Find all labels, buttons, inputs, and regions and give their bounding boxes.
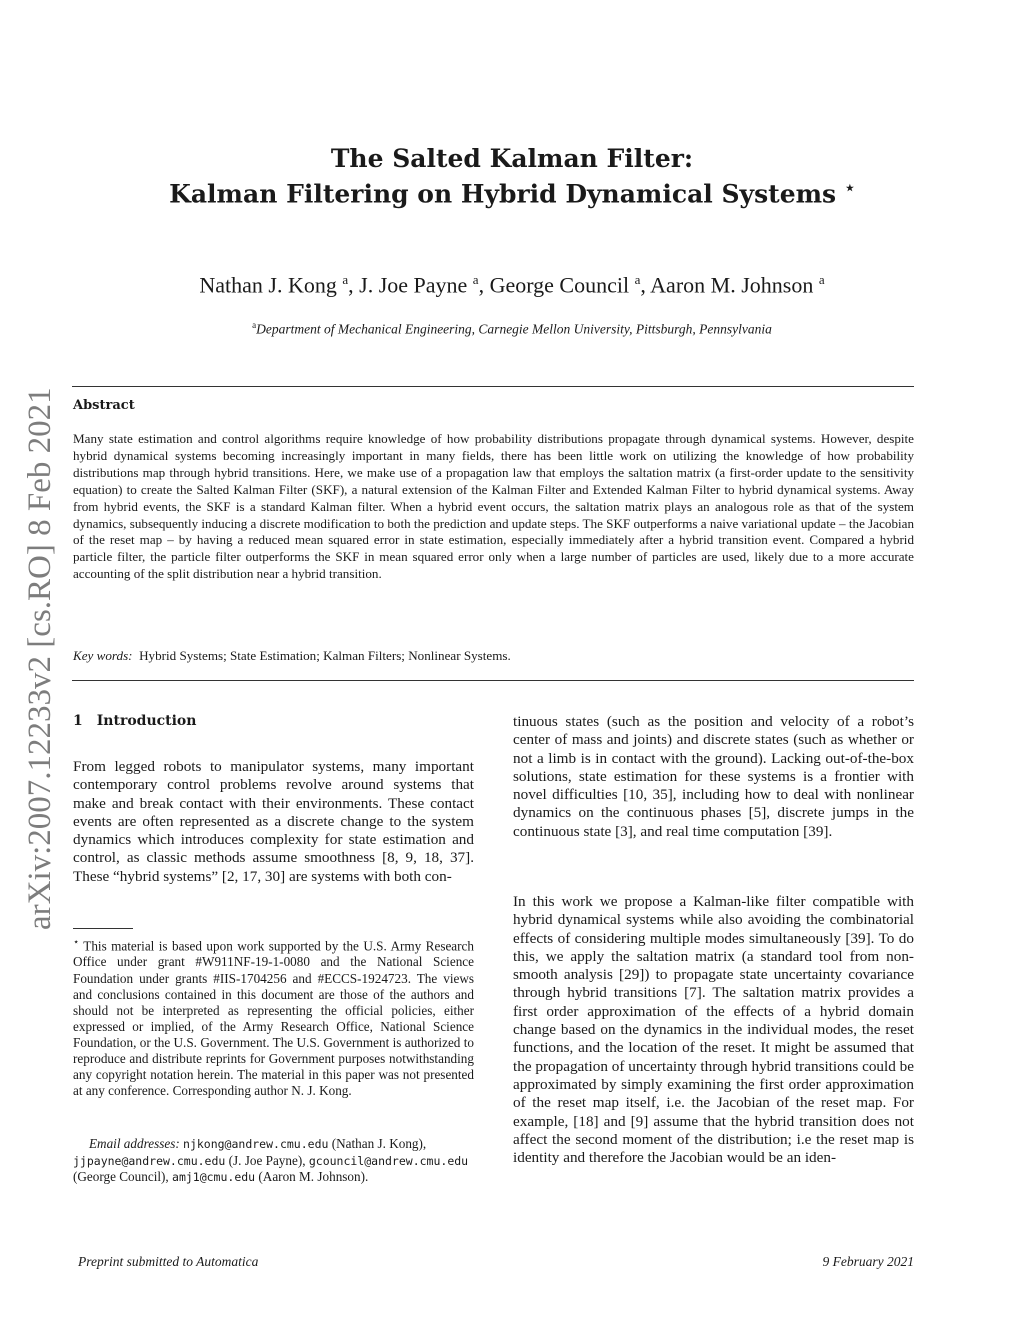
footnote-rule — [73, 928, 133, 929]
abstract-body: Many state estimation and control algorithms require knowledge of how probability distributions propagate through dynamical systems. However, despite hybrid dynamical systems becoming increasingly important in many fields, there has been little work on utilizing the knowledge of how probability distributions map through hybrid transitions. Here, we make use of a propagation law that employs the saltation matrix (a first-order update to the sensitivity equation) to create the Salted Kalman Filter (SKF), a natural extension of the Kalman Filter and Extended Kalman Filter to hybrid dynamical systems. Away from hybrid events, the SKF is a standard Kalman filter. When a hybrid event occurs, the saltation matrix plays an analogous role as that of the system dynamics, subsequently inducing a discrete modification to both the prediction and update steps. The SKF outperforms a naive variational update – the Jacobian of the reset map – by having a reduced mean squared error in state estimation, especially immediately after a hybrid transition event. Compared a hybrid particle filter, the particle filter outperforms the SKF in mean squared error only when a large number of particles are used, likely due to a more accurate accounting of the split distribution near a hybrid transition. — [73, 431, 914, 582]
affiliation-mark: a — [252, 320, 257, 330]
keywords — [73, 648, 914, 664]
author-affil-mark: a — [342, 272, 349, 287]
arxiv-identifier-stamp: arXiv:2007.12233v2 [cs.RO] 8 Feb 2021 — [22, 387, 58, 930]
keywords-label: Key words: — [73, 648, 133, 663]
email-link[interactable]: amj1@cmu.edu — [172, 1170, 256, 1185]
paper-title-line-1: The Salted Kalman Filter: — [330, 144, 694, 173]
title-star-footnote-mark: ⋆ — [844, 178, 855, 197]
email-owner: (George Council), — [73, 1169, 173, 1185]
section-number: 1 — [73, 713, 83, 729]
abstract-bottom-rule — [72, 680, 914, 681]
email-link[interactable]: njkong@andrew.cmu.edu — [183, 1137, 329, 1151]
paper-title-text: Kalman Filtering on Hybrid Dynamical Systems — [169, 179, 837, 209]
email-addresses — [73, 1136, 474, 1186]
footnote-funding — [73, 935, 474, 1099]
footer-date: 9 February 2021 — [822, 1254, 914, 1269]
author-name: J. Joe Payne — [359, 272, 468, 298]
affiliation — [0, 320, 1024, 338]
email-link[interactable]: gcouncil@andrew.cmu.edu — [308, 1153, 469, 1168]
author-list — [0, 272, 1024, 298]
affiliation-text: Department of Mechanical Engineering, Carnegie Mellon University, Pittsburgh, Pennsylvania — [256, 321, 772, 337]
author-affil-mark: a — [472, 272, 479, 287]
section-heading-introduction — [73, 713, 196, 729]
intro-paragraph-left: From legged robots to manipulator systems, many important contemporary control problems revolve around systems that make and break contact with their environments. These contact events are often represented as a discrete change to the system dynamics which introduces complexity for state estimation and control, as classic methods assume smoothness [8, 9, 18, 37]. These “hybrid systems” [2, 17, 30] are systems with both con- — [73, 758, 474, 885]
intro-paragraph-right-1: tinuous states (such as the position and velocity of a robot’s center of mass and joints) and discrete states (such as whether or not a limb is in contact with the ground). Lacking out-of-the-box solutions, state estimation for these systems is a frontier with novel difficulties [10, 35], including how to deal with nonlinear dynamics on the continuous phases [5], discrete jumps in the continuous state [3], and real time computation [39]. — [513, 713, 914, 840]
author-name: Aaron M. Johnson — [650, 272, 814, 298]
paper-title-line-2 — [0, 178, 1024, 211]
email-owner: (Nathan J. Kong), — [328, 1136, 427, 1151]
author-name: George Council — [489, 272, 630, 298]
email-link[interactable]: jjpayne@andrew.cmu.edu — [73, 1153, 226, 1168]
author-separator: , — [348, 272, 360, 298]
author-affil-mark: a — [634, 272, 641, 287]
footnote-text: This material is based upon work supported by the U.S. Army Research Office under grant #W911NF-19-1-0080 and the National Science Foundation under grants #IIS-1704256 and #ECCS-1924723. The views and conclusions contained in this document are those of the authors and should not be interpreted as representing the official policies, either expressed or implied, of the Army Research Office, National Science Foundation, or the U.S. Government. The U.S. Government is authorized to reproduce and distribute reprints for Government purposes notwithstanding any copyright notation herein. The material in this paper was not presented at any conference. Corresponding author N. J. Kong. — [73, 938, 474, 1099]
intro-paragraph-right-2: In this work we propose a Kalman-like filter compatible with hybrid dynamical systems while also avoiding the combinatorial effects of considering multiple modes simultaneously [39]. To do this, we apply the saltation matrix (a standard tool from non-smooth analysis [29]) to propagate state uncertainty covariance through hybrid transitions [7]. The saltation matrix provides a first order approximation of the effects of a hybrid domain change based on the dynamics in the individual modes, the reset functions, and the location of the reset. It might be assumed that the propagation of uncertainty through hybrid transitions could be approximated by simply examining the first order approximation of the reset map itself, i.e. the Jacobian of the reset map. For example, [18] and [9] assume that the hybrid transition does not affect the second moment of the distribution; i.e the reset map is identity and therefore the Jacobian would be an iden- — [513, 893, 914, 1167]
footer-submission-note: Preprint submitted to Automatica — [78, 1254, 259, 1269]
abstract-heading: Abstract — [73, 398, 135, 413]
author-separator: , — [478, 272, 490, 298]
author-name: Nathan J. Kong — [199, 272, 337, 298]
email-owner: (J. Joe Payne), — [225, 1152, 309, 1168]
author-separator: , — [640, 272, 651, 298]
footnote-star-mark: ⋆ — [73, 937, 80, 948]
email-owner: (Aaron M. Johnson). — [255, 1169, 369, 1185]
author-affil-mark: a — [818, 272, 825, 287]
section-title: Introduction — [96, 713, 197, 729]
abstract-top-rule — [72, 386, 914, 387]
email-label: Email addresses: — [89, 1136, 180, 1151]
keywords-text: Hybrid Systems; State Estimation; Kalman Filters; Nonlinear Systems. — [139, 648, 511, 663]
